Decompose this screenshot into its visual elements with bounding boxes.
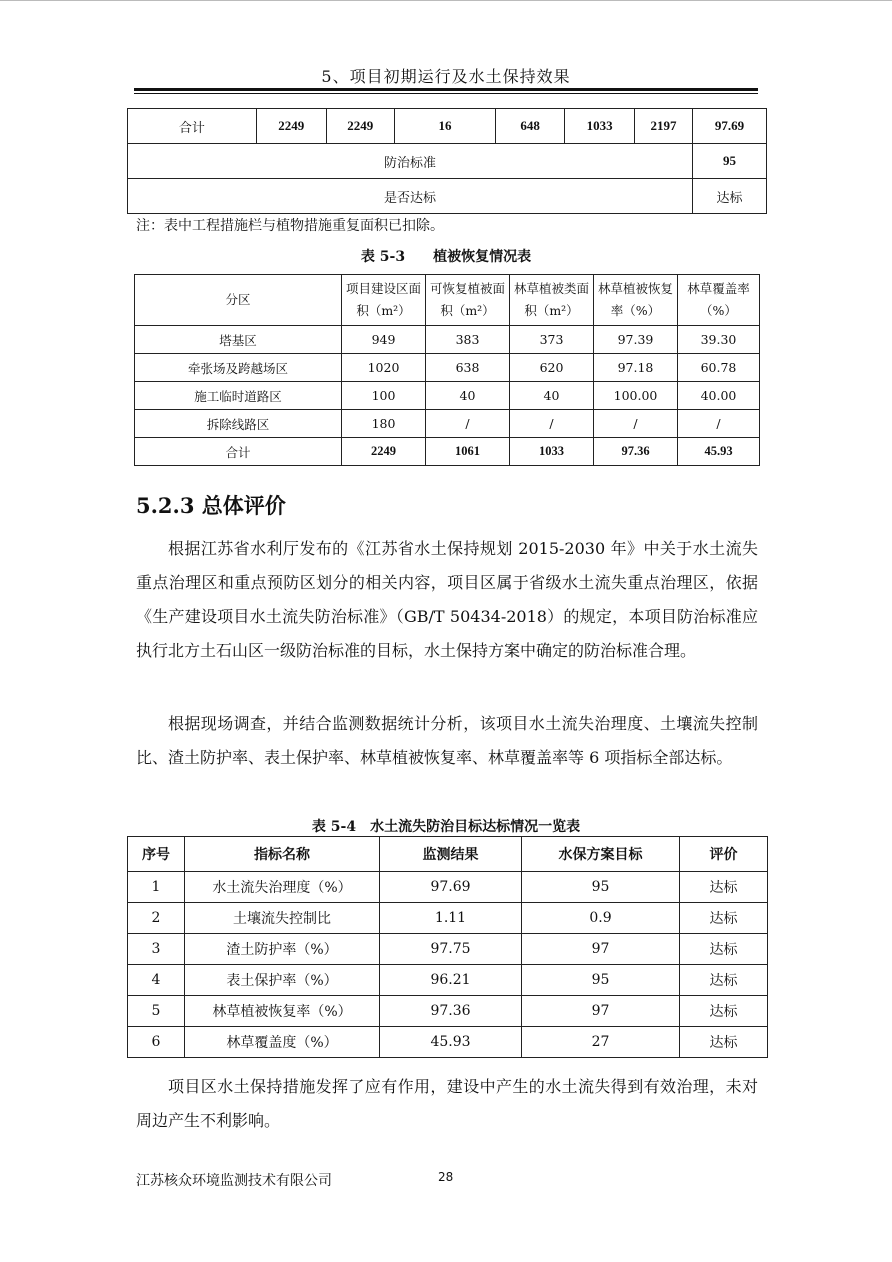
table-cell: 6	[128, 1027, 185, 1058]
standard-value: 95	[692, 144, 766, 179]
table-cell: 合计	[135, 438, 342, 466]
table-cell: /	[678, 410, 760, 438]
column-header: 水保方案目标	[522, 837, 680, 872]
table-row	[128, 996, 768, 1027]
table-cell: 180	[342, 410, 426, 438]
page-header-title: 5、项目初期运行及水土保持效果	[321, 67, 571, 86]
table-cell: /	[510, 410, 594, 438]
table-cell: 达标	[680, 872, 768, 903]
table-cell: 97.36	[594, 438, 678, 466]
table-row-standard	[128, 144, 767, 179]
table-cell: 95	[522, 872, 680, 903]
table-cell: 达标	[680, 903, 768, 934]
table-cell: /	[594, 410, 678, 438]
page-top-border	[0, 0, 892, 1]
table-cell: 100	[342, 382, 426, 410]
table-cell: 100.00	[594, 382, 678, 410]
table-row	[128, 1027, 768, 1058]
table-row-total	[135, 438, 760, 466]
column-header: 监测结果	[380, 837, 522, 872]
table-cell: 2249	[342, 438, 426, 466]
table-cell: 达标	[680, 934, 768, 965]
table-cell: 97	[522, 996, 680, 1027]
table-cell: /	[426, 410, 510, 438]
header-rule-thick	[134, 88, 758, 91]
table-note: 注：表中工程措施栏与植物措施重复面积已扣除。	[136, 218, 444, 234]
table-row	[128, 934, 768, 965]
table-cell: 620	[510, 354, 594, 382]
table-5-4-caption: 表 5-4 水土流失防治目标达标情况一览表	[311, 819, 581, 835]
table-cell: 97.69	[380, 872, 522, 903]
table-cell: 1033	[510, 438, 594, 466]
table-cell: 97.69	[692, 109, 766, 144]
table-5-3-caption: 表 5-3 植被恢复情况表	[360, 249, 532, 265]
table-cell: 合计	[128, 109, 257, 144]
table-cell: 96.21	[380, 965, 522, 996]
table-cell: 97	[522, 934, 680, 965]
table-cell: 1020	[342, 354, 426, 382]
table-cell: 牵张场及跨越场区	[135, 354, 342, 382]
table-cell: 拆除线路区	[135, 410, 342, 438]
column-header: 林草植被类面积（m²）	[510, 275, 594, 326]
table-cell: 1.11	[380, 903, 522, 934]
table-cell: 2197	[635, 109, 693, 144]
standard-label: 防治标准	[128, 144, 693, 179]
table-cell: 40.00	[678, 382, 760, 410]
table-cell: 渣土防护率（%）	[185, 934, 380, 965]
table-cell: 1	[128, 872, 185, 903]
body-paragraph: 项目区水土保持措施发挥了应有作用，建设中产生的水土流失得到有效治理，未对周边产生不利影响。	[136, 1077, 758, 1130]
table-cell: 45.93	[678, 438, 760, 466]
table-cell: 949	[342, 326, 426, 354]
table-cell: 2249	[256, 109, 326, 144]
table-cell: 林草覆盖度（%）	[185, 1027, 380, 1058]
footer-company: 江苏核众环境监测技术有限公司	[136, 1173, 332, 1189]
table-cell: 16	[394, 109, 495, 144]
table-header-row	[128, 837, 768, 872]
table-cell: 2249	[326, 109, 394, 144]
table-row	[135, 382, 760, 410]
table-cell: 1033	[565, 109, 635, 144]
table-cell: 2	[128, 903, 185, 934]
section-heading: 5.2.3 总体评价	[136, 493, 286, 518]
table-cell: 表土保护率（%）	[185, 965, 380, 996]
vegetation-recovery-table	[134, 274, 760, 466]
table-cell: 45.93	[380, 1027, 522, 1058]
body-paragraph: 根据现场调查，并结合监测数据统计分析，该项目水土流失治理度、土壤流失控制比、渣土防护率、表土保护率、林草植被恢复率、林草覆盖率等 6 项指标全部达标。	[136, 714, 758, 767]
table-cell: 39.30	[678, 326, 760, 354]
table-cell: 5	[128, 996, 185, 1027]
table-cell: 383	[426, 326, 510, 354]
column-header: 评价	[680, 837, 768, 872]
table-cell: 648	[496, 109, 565, 144]
table-cell: 97.75	[380, 934, 522, 965]
table-row	[128, 872, 768, 903]
table-cell: 97.36	[380, 996, 522, 1027]
table-header-row	[135, 275, 760, 326]
table-cell: 27	[522, 1027, 680, 1058]
table-row	[128, 965, 768, 996]
body-paragraph: 根据江苏省水利厅发布的《江苏省水土保持规划 2015-2030 年》中关于水土流失重点治理区和重点预防区划分的相关内容，项目区属于省级水土流失重点治理区，依据《生产建设项目水土流失防治标准》（GB/T 50434-2018）的规定，本项目防治标准应执行北方土石山区一级防治标准的目标，水土保持方案中确定的防治标准合理。	[136, 539, 758, 660]
table-row-total	[128, 109, 767, 144]
table-row	[135, 354, 760, 382]
table-cell: 施工临时道路区	[135, 382, 342, 410]
table-cell: 水土流失治理度（%）	[185, 872, 380, 903]
table-row-compliance	[128, 179, 767, 214]
column-header: 分区	[135, 275, 342, 326]
header-rule-thin	[134, 93, 758, 94]
table-row	[128, 903, 768, 934]
table-cell: 1061	[426, 438, 510, 466]
table-cell: 373	[510, 326, 594, 354]
table-cell: 0.9	[522, 903, 680, 934]
column-header: 序号	[128, 837, 185, 872]
column-header: 可恢复植被面积（m²）	[426, 275, 510, 326]
compliance-label: 是否达标	[128, 179, 693, 214]
column-header: 林草覆盖率（%）	[678, 275, 760, 326]
table-cell: 林草植被恢复率（%）	[185, 996, 380, 1027]
previous-table-continuation	[127, 108, 767, 214]
table-cell: 土壤流失控制比	[185, 903, 380, 934]
table-cell: 638	[426, 354, 510, 382]
page-number: 28	[438, 1170, 454, 1184]
table-cell: 40	[426, 382, 510, 410]
table-cell: 3	[128, 934, 185, 965]
column-header: 指标名称	[185, 837, 380, 872]
target-compliance-table	[127, 836, 768, 1058]
table-cell: 4	[128, 965, 185, 996]
column-header: 项目建设区面积（m²）	[342, 275, 426, 326]
table-cell: 塔基区	[135, 326, 342, 354]
table-cell: 达标	[680, 965, 768, 996]
table-row	[135, 326, 760, 354]
table-cell: 达标	[680, 996, 768, 1027]
column-header: 林草植被恢复率（%）	[594, 275, 678, 326]
table-cell: 60.78	[678, 354, 760, 382]
table-cell: 97.18	[594, 354, 678, 382]
table-cell: 40	[510, 382, 594, 410]
table-cell: 95	[522, 965, 680, 996]
table-cell: 97.39	[594, 326, 678, 354]
table-row	[135, 410, 760, 438]
compliance-value: 达标	[692, 179, 766, 214]
table-cell: 达标	[680, 1027, 768, 1058]
